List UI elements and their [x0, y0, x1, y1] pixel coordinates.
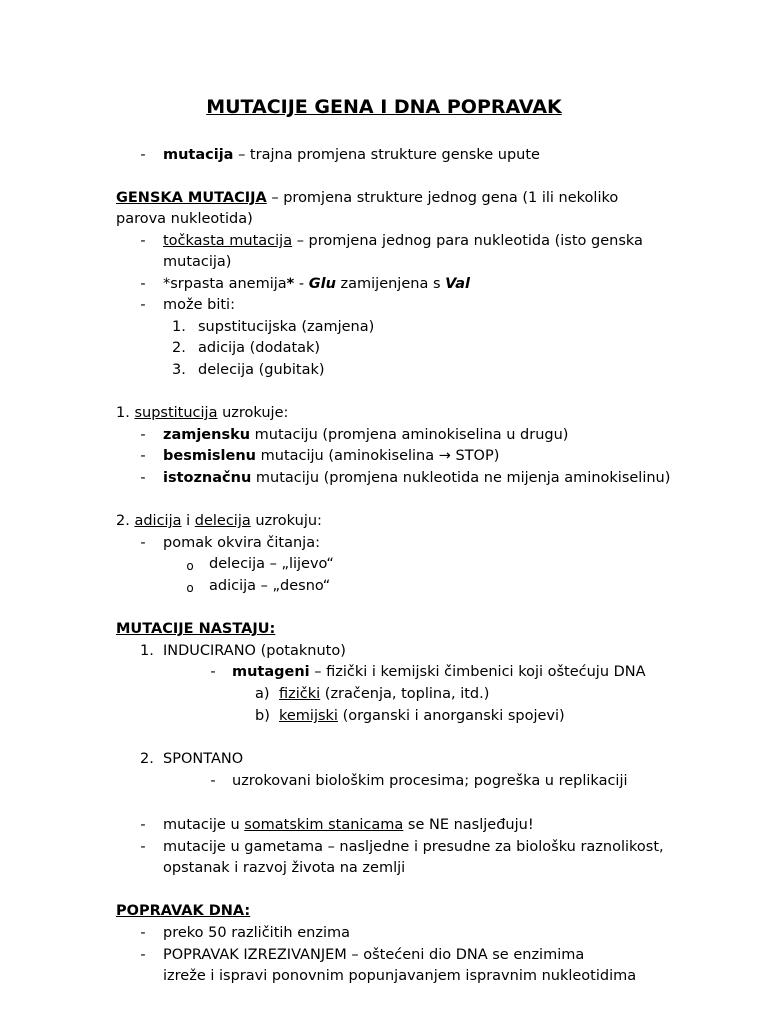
note-text: mutacije u: [163, 817, 245, 833]
term-mutageni: mutageni: [232, 664, 310, 680]
srpasta-line: [163, 274, 470, 294]
bullet-dash: -: [140, 233, 146, 249]
term-besmislenu: besmislenu: [163, 448, 257, 464]
term-adicija: adicija: [134, 513, 182, 529]
supstitucija-heading: [116, 403, 288, 423]
bullet-dash: -: [140, 817, 146, 833]
bullet-dash: -: [140, 470, 146, 486]
inducirano: INDUCIRANO (potaknuto): [163, 643, 346, 659]
genska-line-1: [116, 188, 618, 208]
heading-mutacije-nastaju: MUTACIJE NASTAJU:: [116, 621, 276, 637]
page-title: MUTACIJE GENA I DNA POPRAVAK: [206, 96, 562, 118]
list-num: 1.: [140, 643, 154, 659]
term-delecija: delecija: [194, 513, 251, 529]
bullet-dash: -: [140, 448, 146, 464]
term-tockasta-mutacija: točkasta mutacija: [163, 233, 293, 249]
tockasta-line-1: [163, 231, 643, 251]
list-item: supstitucijska (zamjena): [198, 319, 375, 335]
list-letter: b): [255, 708, 270, 724]
list-letter: a): [255, 686, 270, 702]
bullet-dash: -: [140, 925, 146, 941]
heading-genska-mutacija: GENSKA MUTACIJA: [116, 190, 267, 206]
bullet-dash: -: [210, 664, 216, 680]
section-rest: uzrokuje:: [217, 405, 289, 421]
term-somatske-stanice: somatskim stanicama: [244, 817, 404, 833]
bullet-dash: -: [140, 276, 146, 292]
section-num: 1.: [116, 405, 135, 421]
sub-item-delecija: delecija – „lijevo“: [209, 556, 334, 572]
spontano-item: uzrokovani biološkim procesima; pogreška u replikaciji: [232, 773, 628, 789]
list-num: 1.: [172, 319, 186, 335]
kemijski-line: [279, 706, 565, 726]
heading-popravak-dna: POPRAVAK DNA:: [116, 903, 251, 919]
note-text: se NE nasljeđuju!: [403, 817, 534, 833]
item-text: mutaciju (promjena aminokiselina u drugu): [250, 427, 569, 443]
bullet-dash: -: [140, 427, 146, 443]
srpasta-replaced: zamijenjena s: [335, 276, 446, 292]
section-num: 2.: [116, 513, 135, 529]
srpasta-text: *srpasta anemija: [163, 276, 287, 292]
term-fizicki: fizički: [279, 686, 321, 702]
sub-item-adicija: adicija – „desno“: [209, 578, 331, 594]
tockasta-line-2: mutacija): [163, 254, 232, 270]
list-num: 2.: [140, 751, 154, 767]
kemijski-text: (organski i anorganski spojevi): [337, 708, 565, 724]
fizicki-text: (zračenja, toplina, itd.): [320, 686, 490, 702]
note-gamete-2: opstanak i razvoj života na zemlji: [163, 860, 406, 876]
intro-line: [163, 145, 540, 165]
srpasta-dash: -: [294, 276, 309, 292]
popravak-item-2b: izreže i ispravi ponovnim popunjavanjem ispravnim nukleotidima: [163, 968, 637, 984]
intro-definition: – trajna promjena strukture genske upute: [233, 147, 540, 163]
adicija-heading: [116, 511, 322, 531]
popravak-item-2a: POPRAVAK IZREZIVANJEM – oštećeni dio DNA se enzimima: [163, 947, 585, 963]
fizicki-line: [279, 684, 489, 704]
term-supstitucija: supstitucija: [134, 405, 218, 421]
note-gamete-1: mutacije u gametama – nasljedne i presudne za biološku raznolikost,: [163, 839, 664, 855]
moze-biti: može biti:: [163, 297, 235, 313]
mutageni-definition: – fizički i kemijski čimbenici koji oštećuju DNA: [309, 664, 646, 680]
popravak-item-1: preko 50 različitih enzima: [163, 925, 350, 941]
bullet-dash: -: [140, 839, 146, 855]
spontano: SPONTANO: [163, 751, 244, 767]
item-text: mutaciju (promjena nukleotida ne mijenja aminokiselinu): [251, 470, 671, 486]
mutageni-line: [232, 662, 646, 682]
bullet-circle: o: [186, 559, 194, 573]
term-istoznacnu: istoznačnu: [163, 470, 252, 486]
supst-item: [163, 425, 568, 445]
term-val: Val: [445, 276, 470, 292]
genska-definition: – promjena strukture jednog gena (1 ili nekoliko: [266, 190, 619, 206]
term-zamjensku: zamjensku: [163, 427, 251, 443]
term-mutacija: mutacija: [163, 147, 234, 163]
term-glu: Glu: [308, 276, 336, 292]
list-item: adicija (dodatak): [198, 340, 321, 356]
tockasta-definition: – promjena jednog para nukleotida (isto genska: [292, 233, 643, 249]
bullet-dash: -: [140, 535, 146, 551]
bullet-dash: -: [210, 773, 216, 789]
term-kemijski: kemijski: [279, 708, 338, 724]
note-somatske: [163, 815, 534, 835]
section-rest: uzrokuju:: [250, 513, 322, 529]
bullet-circle: o: [186, 581, 194, 595]
supst-item: [163, 468, 670, 488]
list-num: 3.: [172, 362, 186, 378]
supst-item: [163, 446, 499, 466]
conjunction: i: [181, 513, 195, 529]
pomak-okvira: pomak okvira čitanja:: [163, 535, 320, 551]
genska-line-2: parova nukleotida): [116, 211, 253, 227]
list-item: delecija (gubitak): [198, 362, 325, 378]
bullet-dash: -: [140, 147, 146, 163]
bullet-dash: -: [140, 947, 146, 963]
list-num: 2.: [172, 340, 186, 356]
srpasta-asterisk: *: [286, 276, 295, 292]
bullet-dash: -: [140, 297, 146, 313]
item-text: mutaciju (aminokiselina → STOP): [256, 448, 500, 464]
